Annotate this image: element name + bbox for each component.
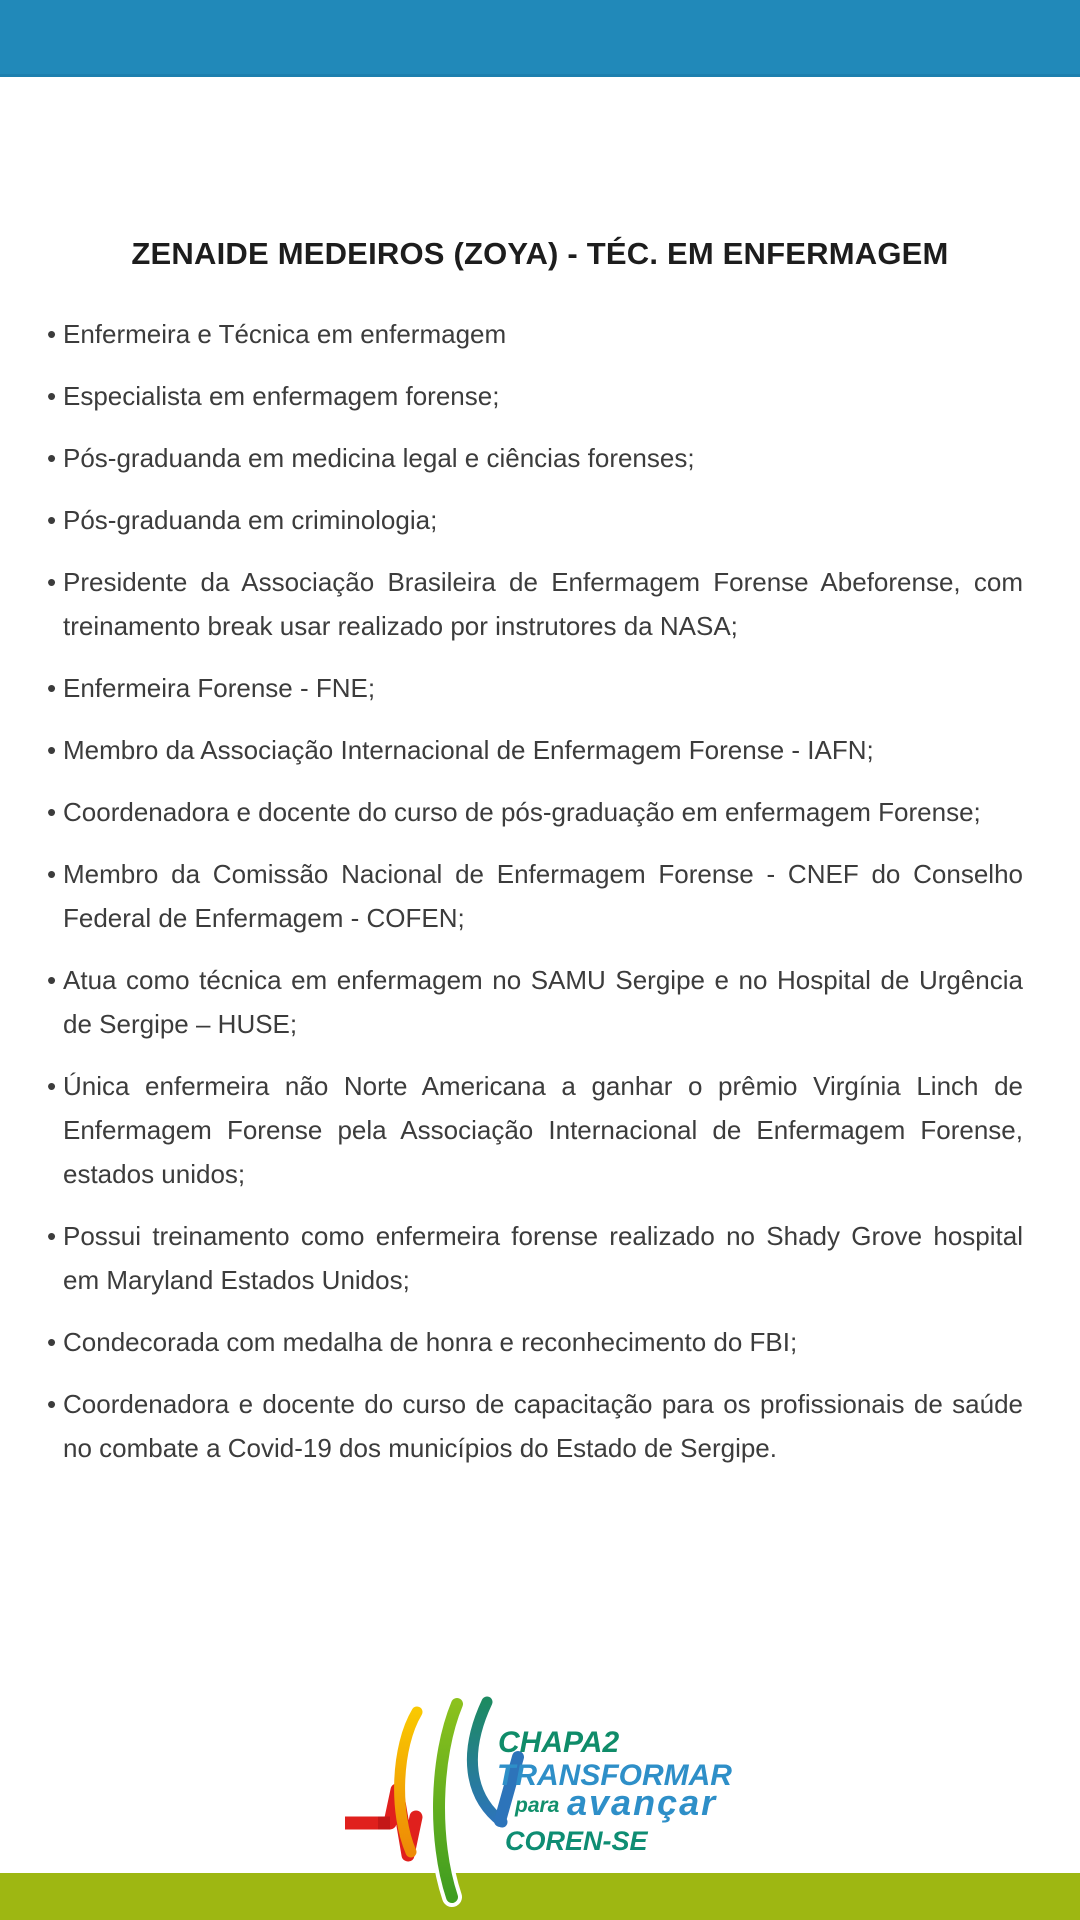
item-line: treinamento break usar realizado por instrutores da NASA;: [63, 611, 738, 641]
bullet-marker: •: [47, 1389, 57, 1419]
item-line: de Sergipe – HUSE;: [63, 1009, 298, 1039]
qualifications-list: [47, 312, 1023, 1488]
logo-para-text: para: [515, 1794, 560, 1817]
item-line: Pós-graduanda em criminologia;: [63, 505, 438, 535]
list-item: [47, 666, 1023, 710]
item-line: no combate a Covid-19 dos municípios do Estado de Sergipe.: [63, 1433, 777, 1463]
bullet-marker: •: [47, 1327, 57, 1357]
item-line: estados unidos;: [63, 1159, 246, 1189]
list-item: [47, 790, 1023, 834]
bullet-marker: •: [47, 319, 57, 349]
bullet-marker: •: [47, 381, 57, 411]
bullet-marker: •: [47, 735, 57, 765]
item-line: Presidente da Associação Brasileira de Enfermagem Forense Abeforense, com: [63, 567, 1023, 597]
list-item: [47, 1214, 1023, 1302]
list-item: [47, 374, 1023, 418]
logo-chapa2-text: CHAPA2: [498, 1726, 620, 1759]
logo-coren-se-text: COREN-SE: [505, 1826, 648, 1856]
bullet-marker: •: [47, 1071, 57, 1101]
item-line: Possui treinamento como enfermeira forense realizado no Shady Grove hospital: [63, 1221, 1023, 1251]
bullet-marker: •: [47, 567, 57, 597]
item-line: Membro da Comissão Nacional de Enfermagem Forense - CNEF do Conselho: [63, 859, 1023, 889]
list-item: [47, 498, 1023, 542]
item-line: Enfermagem Forense pela Associação Internacional de Enfermagem Forense,: [63, 1115, 1023, 1145]
chapa2-logo: [345, 1695, 765, 1910]
item-line: Coordenadora e docente do curso de capacitação para os profissionais de saúde: [63, 1389, 1023, 1419]
list-item: [47, 436, 1023, 480]
list-item: [47, 728, 1023, 772]
bullet-marker: •: [47, 859, 57, 889]
bullet-marker: •: [47, 673, 57, 703]
list-item: [47, 560, 1023, 648]
item-line: Condecorada com medalha de honra e reconhecimento do FBI;: [63, 1327, 798, 1357]
list-item: [47, 958, 1023, 1046]
header-bar: [0, 0, 1080, 77]
item-line: Enfermeira Forense - FNE;: [63, 673, 376, 703]
list-item: [47, 1320, 1023, 1364]
page-title: ZENAIDE MEDEIROS (ZOYA) - TÉC. EM ENFERMAGEM: [131, 236, 949, 271]
list-item: [47, 1382, 1023, 1470]
list-item: [47, 312, 1023, 356]
item-line: Única enfermeira não Norte Americana a ganhar o prêmio Virgínia Linch de: [63, 1071, 1023, 1101]
bullet-marker: •: [47, 1221, 57, 1251]
item-line: Pós-graduanda em medicina legal e ciências forenses;: [63, 443, 695, 473]
bullet-marker: •: [47, 965, 57, 995]
bullet-marker: •: [47, 797, 57, 827]
logo-transformar-text: TRANSFORMAR: [497, 1759, 732, 1792]
list-item: [47, 1064, 1023, 1196]
item-line: em Maryland Estados Unidos;: [63, 1265, 410, 1295]
item-line: Coordenadora e docente do curso de pós-graduação em enfermagem Forense;: [63, 797, 981, 827]
bullet-marker: •: [47, 443, 57, 473]
item-line: Atua como técnica em enfermagem no SAMU Sergipe e no Hospital de Urgência: [63, 965, 1023, 995]
list-item: [47, 852, 1023, 940]
logo-avancar-text: avançar: [567, 1782, 718, 1823]
item-line: Enfermeira e Técnica em enfermagem: [63, 319, 507, 349]
bullet-marker: •: [47, 505, 57, 535]
item-line: Membro da Associação Internacional de Enfermagem Forense - IAFN;: [63, 735, 874, 765]
item-line: Especialista em enfermagem forense;: [63, 381, 500, 411]
item-line: Federal de Enfermagem - COFEN;: [63, 903, 465, 933]
